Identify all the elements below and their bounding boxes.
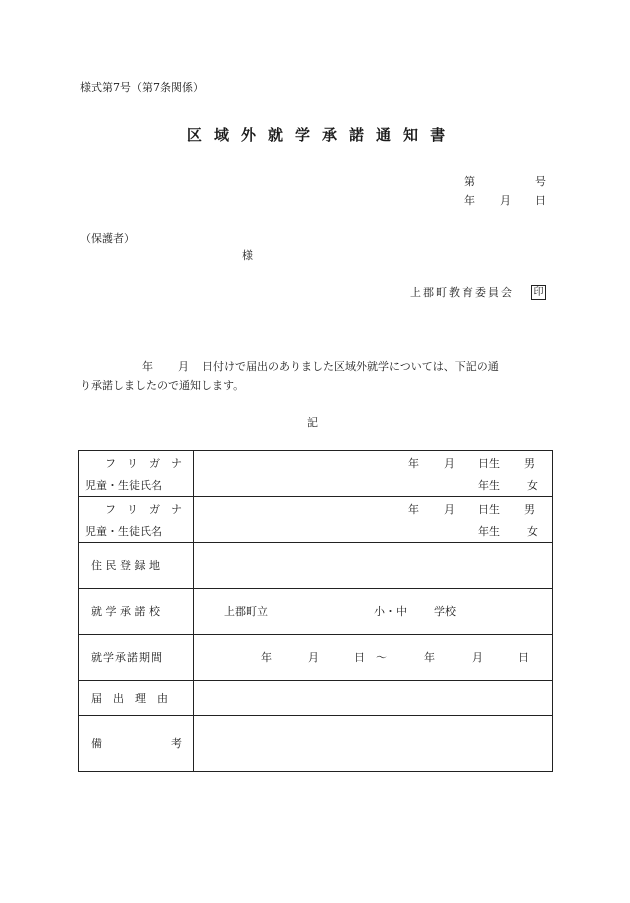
- period-year-start: 年: [261, 651, 272, 664]
- birth-year: 年: [408, 457, 419, 470]
- body-line2: り承諾しましたので通知します。: [80, 379, 245, 392]
- grade: 年生: [478, 525, 500, 538]
- period-label: 就学承諾期間: [91, 651, 163, 664]
- school-suffix: 学校: [434, 605, 456, 618]
- remarks-label-1: 備: [91, 737, 102, 750]
- period-value-cell[interactable]: [194, 635, 553, 681]
- child-label-cell: [79, 497, 194, 543]
- seal-box: 印: [531, 285, 546, 300]
- school-label-cell: [79, 589, 194, 635]
- reason-row: [79, 681, 553, 716]
- document-title: [0, 128, 630, 143]
- child-label-cell: [79, 451, 194, 497]
- remarks-label-cell: [79, 716, 194, 772]
- period-month-start: 月: [308, 651, 319, 664]
- school-row: [79, 589, 553, 635]
- period-row: [79, 635, 553, 681]
- child-row: [79, 497, 553, 543]
- birth-day: 日生: [478, 503, 500, 516]
- child-name-label: 児童・生徒氏名: [85, 479, 162, 492]
- title-char: 諾: [349, 126, 365, 144]
- title-char: 書: [430, 126, 446, 144]
- date-month: 月: [500, 194, 511, 207]
- grade: 年生: [478, 479, 500, 492]
- title-char: 就: [267, 126, 283, 144]
- gender-female: 女: [527, 479, 538, 492]
- child-value-cell[interactable]: [194, 451, 553, 497]
- gender-female: 女: [527, 525, 538, 538]
- sender-name: 上郡町教育委員会: [410, 286, 514, 299]
- period-year-end: 年: [424, 651, 435, 664]
- title-char: 域: [213, 126, 229, 144]
- address-label-cell: [79, 543, 194, 589]
- title-char: 区: [186, 126, 202, 144]
- ki-heading: 記: [307, 416, 318, 429]
- guardian-label: （保護者）: [80, 232, 135, 245]
- address-row: [79, 543, 553, 589]
- school-value-cell[interactable]: [194, 589, 553, 635]
- birth-day: 日生: [478, 457, 500, 470]
- date-year: 年: [464, 194, 475, 207]
- furigana-label: フ リ ガ ナ: [105, 503, 182, 516]
- period-month-end: 月: [472, 651, 483, 664]
- body-month: 月: [178, 360, 189, 373]
- birth-month: 月: [444, 457, 455, 470]
- reason-value-cell[interactable]: [194, 681, 553, 716]
- body-line1: 日付けで届出のありました区域外就学については、下記の通: [202, 360, 499, 373]
- period-day-end: 日: [518, 651, 529, 664]
- reason-label: 届 出 理 由: [91, 692, 168, 705]
- birth-month: 月: [444, 503, 455, 516]
- seal-mark: [531, 285, 546, 300]
- reason-label-cell: [79, 681, 194, 716]
- furigana-label: フ リ ガ ナ: [105, 457, 182, 470]
- address-value-cell[interactable]: [194, 543, 553, 589]
- date-day: 日: [535, 194, 546, 207]
- body-year: 年: [142, 360, 153, 373]
- title-char: 知: [403, 126, 419, 144]
- details-table: [78, 450, 553, 772]
- school-type: 小・中: [374, 605, 407, 618]
- title-char: 通: [376, 126, 392, 144]
- child-name-label: 児童・生徒氏名: [85, 525, 162, 538]
- honorific: 様: [242, 249, 253, 262]
- gender-male: 男: [524, 503, 535, 516]
- child-value-cell[interactable]: [194, 497, 553, 543]
- child-row: [79, 451, 553, 497]
- remarks-value-cell[interactable]: [194, 716, 553, 772]
- title-char: 学: [294, 126, 310, 144]
- title-char: 外: [240, 126, 256, 144]
- remarks-label-2: 考: [171, 737, 182, 750]
- period-day-start: 日: [354, 651, 365, 664]
- address-label: 住 民 登 録 地: [91, 559, 160, 572]
- remarks-row: [79, 716, 553, 772]
- school-town: 上郡町立: [224, 605, 268, 618]
- form-number: 様式第7号（第7条関係）: [80, 81, 204, 94]
- doc-number-suffix: 号: [535, 175, 546, 188]
- title-char: 承: [322, 126, 338, 144]
- doc-number-prefix: 第: [464, 175, 475, 188]
- birth-year: 年: [408, 503, 419, 516]
- school-label: 就 学 承 諾 校: [91, 605, 160, 618]
- gender-male: 男: [524, 457, 535, 470]
- period-label-cell: [79, 635, 194, 681]
- period-tilde: ～: [376, 651, 387, 664]
